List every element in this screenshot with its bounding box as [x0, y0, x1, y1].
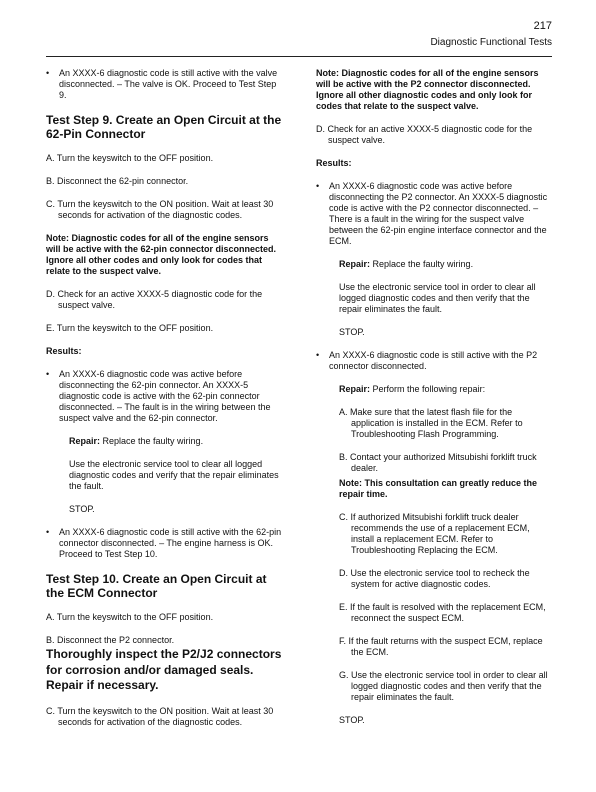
step9-result-2: • An XXXX-6 diagnostic code is still active with the 62-pin connector disconnected. – The engine harness is OK. Proceed to Test Step 10.: [46, 527, 282, 560]
step10-repair-2: [316, 384, 552, 395]
repair-label: Repair:: [69, 436, 101, 446]
repair-note: Note: This consultation can greatly reduce the repair time.: [339, 478, 538, 499]
header-rule: [46, 56, 552, 57]
repair-step-d: D. Use the electronic service tool to recheck the system for active diagnostic codes.: [339, 568, 530, 589]
step9-d: D. Check for an active XXXX-5 diagnostic code for the suspect valve.: [46, 289, 263, 310]
repair-label: Repair:: [339, 259, 371, 269]
repair-step-a: A. Make sure that the latest flash file for the application is installed in the ECM. Refer to Troubleshooting Flash Programming.: [339, 407, 523, 439]
step10-stop: STOP.: [339, 327, 365, 337]
repair-stop: STOP.: [339, 715, 365, 725]
step10-result-2: • An XXXX-6 diagnostic code is still active with the P2 connector disconnected.: [316, 350, 552, 372]
step10-clear-codes: Use the electronic service tool in order to clear all logged diagnostic codes and then verify that the repair eliminates the fault.: [339, 282, 536, 314]
repair-label: Repair:: [339, 384, 371, 394]
step9-stop: STOP.: [69, 504, 95, 514]
repair-step-g: G. Use the electronic service tool in order to clear all logged diagnostic codes and then verify that the repair eliminates the fault.: [339, 670, 548, 702]
step10-inspect-callout: Thoroughly inspect the P2/J2 connectors for corrosion and/or damaged seals. Repair if necessary.: [46, 647, 282, 692]
repair-text: Replace the faulty wiring.: [370, 259, 474, 269]
step10-heading: Test Step 10. Create an Open Circuit at the ECM Connector: [46, 572, 267, 600]
step9-result-1: • An XXXX-6 diagnostic code was active before disconnecting the 62-pin connector. An XXXX-5 diagnostic code is active with the 62-pin connector disconnected. – The fault is in the wiring between the suspect valve and the 62-pin connector.: [46, 369, 282, 424]
repair-text: Replace the faulty wiring.: [100, 436, 204, 446]
step9-results-label: Results:: [46, 346, 82, 356]
repair-step-b: B. Contact your authorized Mitsubishi forklift truck dealer.: [339, 452, 537, 473]
right-column: [316, 68, 552, 738]
repair-text: Perform the following repair:: [370, 384, 486, 394]
step10-results-label: Results:: [316, 158, 352, 168]
repair-step-e: E. If the fault is resolved with the replacement ECM, reconnect the suspect ECM.: [339, 602, 546, 623]
step10-a: A. Turn the keyswitch to the OFF position.: [46, 612, 214, 622]
running-header-title: Diagnostic Functional Tests: [430, 37, 552, 48]
step10-note: Note: Diagnostic codes for all of the engine sensors will be active with the P2 connector disconnected. Ignore all other diagnostic codes and only look for codes that relate to the suspect valve.: [316, 68, 539, 111]
step10-result-1: • An XXXX-6 diagnostic code was active before disconnecting the P2 connector. An XXXX-5 diagnostic code is active with the P2 connector disconnected. – There is a fault in the wiring for the suspect valve between the 62-pin engine interface connector and the ECM.: [316, 181, 552, 247]
step9-a: A. Turn the keyswitch to the OFF position.: [46, 153, 214, 163]
step10-c: C. Turn the keyswitch to the ON position. Wait at least 30 seconds for activation of the diagnostic codes.: [46, 705, 274, 727]
step10-repair: [316, 259, 552, 270]
step9-note: Note: Diagnostic codes for all of the engine sensors will be active with the 62-pin connector disconnected. Ignore all other codes and only look for codes that relate to the suspect valve.: [46, 233, 277, 276]
page-number: 217: [533, 20, 552, 32]
step9-b: B. Disconnect the 62-pin connector.: [46, 176, 189, 186]
step9-clear-codes: Use the electronic service tool to clear all logged diagnostic codes and verify that the repair eliminates the fault.: [69, 459, 279, 491]
step9-heading: Test Step 9. Create an Open Circuit at the 62-Pin Connector: [46, 113, 282, 141]
repair-step-f: F. If the fault returns with the suspect ECM, replace the ECM.: [339, 636, 543, 657]
left-column: [46, 68, 282, 740]
repair-step-c: C. If authorized Mitsubishi forklift truck dealer recommends the use of a replacement ECM, install a replacement ECM. Refer to Troubleshooting Replacing the ECM.: [339, 512, 530, 555]
step10-b: B. Disconnect the P2 connector.: [46, 635, 175, 645]
step9-repair: [46, 436, 282, 447]
step10-d: D. Check for an active XXXX-5 diagnostic code for the suspect valve.: [316, 124, 533, 145]
step9-e: E. Turn the keyswitch to the OFF position.: [46, 323, 214, 333]
bullet-valve-ok: • An XXXX-6 diagnostic code is still active with the valve disconnected. – The valve is OK. Proceed to Test Step 9.: [46, 68, 282, 101]
step9-c: C. Turn the keyswitch to the ON position. Wait at least 30 seconds for activation of the diagnostic codes.: [46, 199, 274, 220]
